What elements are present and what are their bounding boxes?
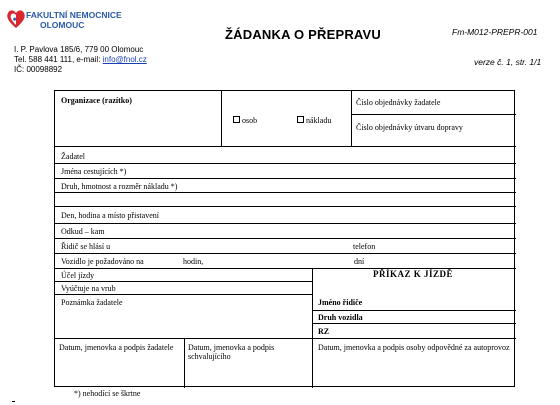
page-title: ŽÁDANKA O PŘEPRAVU [225,27,381,42]
odkud-label: Odkud – kam [61,227,105,236]
cislo-dopravy-label: Číslo objednávky útvaru dopravy [356,123,463,132]
jmeno-ridice-label: Jméno řidiče [318,298,363,307]
ico-line: IČ: 00098892 [14,65,63,74]
contact-prefix: Tel. 588 441 111, e-mail: [14,55,103,64]
ucel-label: Účel jízdy [61,271,95,280]
prikaz-heading: PŘÍKAZ K JÍZDĚ [373,269,454,279]
logo-text [26,10,122,30]
sig-zadatel-label: Datum, jmenovka a podpis žadatele [59,343,174,352]
ridic-label: Řidič se hlásí u [61,242,111,251]
form-code: Fm-M012-PREPR-001 [452,27,538,37]
poznamka-label: Poznámka žadatele [61,298,123,307]
heart-logo-icon [6,8,26,30]
zadatel-label: Žadatel [61,152,85,161]
rz-label: RZ [318,327,330,336]
den-hodina-label: Den, hodina a místo přistavení [61,211,159,220]
corner-mark [12,401,15,402]
nakladu-checkbox[interactable] [297,116,304,123]
hospital-logo [6,8,166,48]
version-label: verze č. 1, str. 1/1 [474,57,542,67]
request-form [54,90,515,387]
address-block [14,45,147,75]
nakladu-label: nákladu [306,116,332,125]
email-link[interactable]: info@fnol.cz [102,55,147,64]
vozidlo-label: Vozidlo je požadováno na [61,257,144,266]
sig-autoprovoz-label: Datum, jmenovka a podpis osoby odpovědné za autoprovoz [318,343,510,352]
cislo-zadatele-label: Číslo objednávky žadatele [356,98,441,107]
logo-line-1: FAKULTNÍ NEMOCNICE [26,10,122,20]
dni-label: dní [354,257,365,266]
contact-line [14,55,147,65]
sig-schvalujici-label: Datum, jmenovka a podpis schvalujícího [188,343,275,361]
hodin-label: hodin, [183,257,204,266]
osob-checkbox[interactable] [233,116,240,123]
osob-label: osob [242,116,258,125]
druh-nakladu-label: Druh, hmotnost a rozměr nákladu *) [61,182,178,191]
logo-line-2: OLOMOUC [40,20,85,30]
jmena-label: Jména cestujících *) [61,167,127,176]
druh-vozidla-label: Druh vozidla [318,313,363,322]
telefon-label: telefon [353,242,376,251]
address-line: I. P. Pavlova 185/6, 779 00 Olomouc [14,45,144,54]
organizace-label: Organizace (razítko) [61,96,132,105]
footnote: *) nehodící se škrtne [74,389,141,398]
vyuctuje-label: Vyúčtuje na vrub [61,284,116,293]
